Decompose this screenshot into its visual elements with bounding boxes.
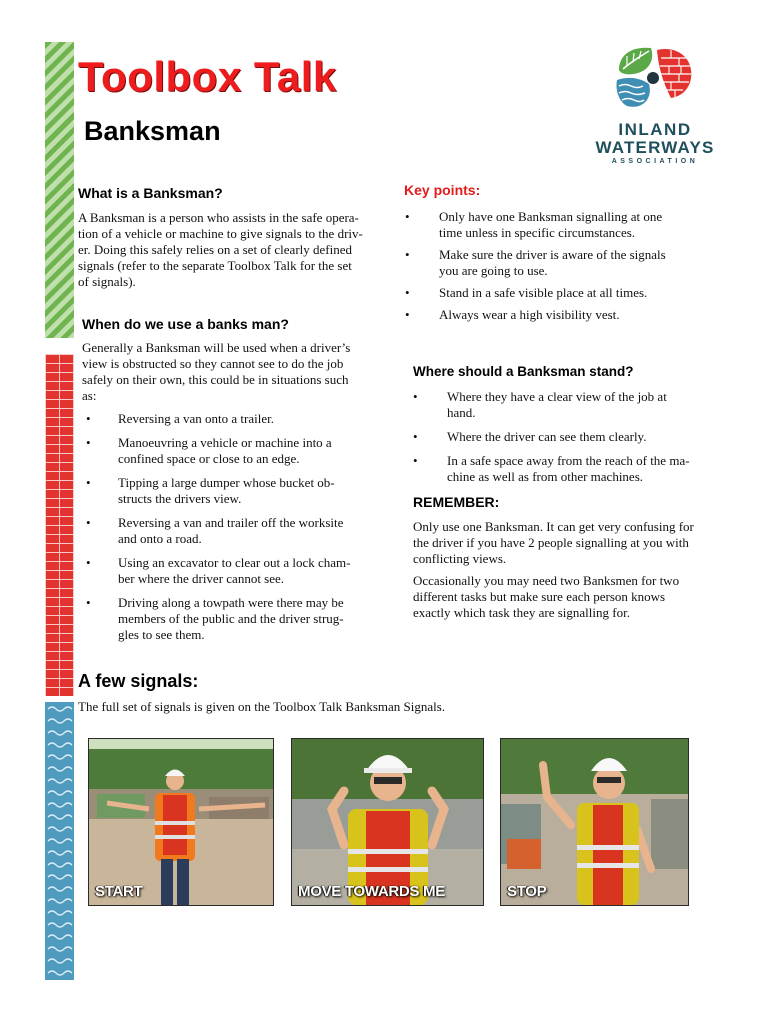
list-item: • Reversing a van and trailer off the worksite and onto a road.: [86, 515, 344, 546]
list-item: • Reversing a van onto a trailer.: [86, 411, 274, 426]
stop-illustration: [501, 739, 688, 905]
list-item: • Using an excavator to clear out a lock cham- ber where the driver cannot see.: [86, 555, 351, 586]
logo-text-association: ASSOCIATION: [611, 158, 699, 165]
list-item: • Only have one Banksman signalling at one time unless in specific circumstances.: [405, 209, 663, 240]
iwa-logo: [580, 40, 730, 170]
strip-gap: [45, 338, 74, 354]
list-item: • Tipping a large dumper whose bucket ob- structs the drivers view.: [86, 475, 335, 506]
section-heading-what: What is a Banksman?: [78, 185, 223, 201]
start-illustration: [89, 739, 273, 905]
photo-caption-stop: STOP: [507, 883, 547, 900]
list-item: • Driving along a towpath were there may be members of the public and the driver strug- gles to see them.: [86, 595, 344, 642]
key-points-list: [403, 209, 723, 329]
move-towards-me-illustration: [292, 739, 483, 905]
page-subtitle: Banksman: [84, 116, 221, 146]
list-item: • Where the driver can see them clearly.: [413, 429, 647, 444]
remember-paragraph-2: Occasionally you may need two Banksmen for two different tasks but make sure each person knows exactly which task they are signalling for.: [413, 573, 680, 620]
stand-list: [411, 389, 731, 493]
logo-mark-icon: [613, 42, 697, 116]
strip-wave-segment: [45, 702, 74, 980]
logo-text-waterways: WATERWAYS: [595, 138, 715, 157]
when-intro: Generally a Banksman will be used when a driver’s view is obstructed so they cannot see to do the job safely on their own, this could be in situations such as:: [82, 340, 351, 403]
list-item: • In a safe space away from the reach of the ma- chine as well as from other machines.: [413, 453, 690, 484]
section-heading-key-points: Key points:: [404, 182, 481, 198]
photo-caption-move-towards-me: MOVE TOWARDS ME: [298, 883, 445, 900]
list-item: • Stand in a safe visible place at all times.: [405, 285, 648, 300]
signal-photo-stop: [500, 738, 689, 906]
photo-caption-start: START: [95, 883, 143, 900]
list-item: • Where they have a clear view of the job at hand.: [413, 389, 667, 420]
list-item: • Always wear a high visibility vest.: [405, 307, 620, 322]
signal-photo-move-towards-me: [291, 738, 484, 906]
wave-pattern: [45, 702, 74, 980]
signals-intro: The full set of signals is given on the Toolbox Talk Banksman Signals.: [78, 699, 446, 714]
when-list: [78, 411, 388, 651]
page-title: Toolbox Talk: [78, 53, 337, 100]
what-paragraph: A Banksman is a person who assists in the safe opera- tion of a vehicle or machine to give signals to the driv- er. Doing this safely relies on a set of clearly defined signals (refer to the separate Toolbox Talk for the set of signals).: [78, 210, 363, 289]
decorative-side-strip: [45, 42, 74, 980]
strip-green-segment: [45, 42, 74, 338]
section-heading-stand: Where should a Banksman stand?: [413, 364, 634, 379]
strip-brick-segment: [45, 354, 74, 696]
remember-paragraph-1: Only use one Banksman. It can get very confusing for the driver if you have 2 people signalling at you with conflicting views.: [413, 519, 694, 566]
section-heading-remember: REMEMBER:: [413, 494, 500, 510]
list-item: • Manoeuvring a vehicle or machine into a confined space or close to an edge.: [86, 435, 332, 466]
section-heading-signals: A few signals:: [78, 671, 199, 691]
list-item: • Make sure the driver is aware of the signals you are going to use.: [405, 247, 666, 278]
section-heading-when: When do we use a banks man?: [82, 316, 289, 332]
signal-photo-start: [88, 738, 274, 906]
logo-text-inland: INLAND: [618, 120, 692, 139]
